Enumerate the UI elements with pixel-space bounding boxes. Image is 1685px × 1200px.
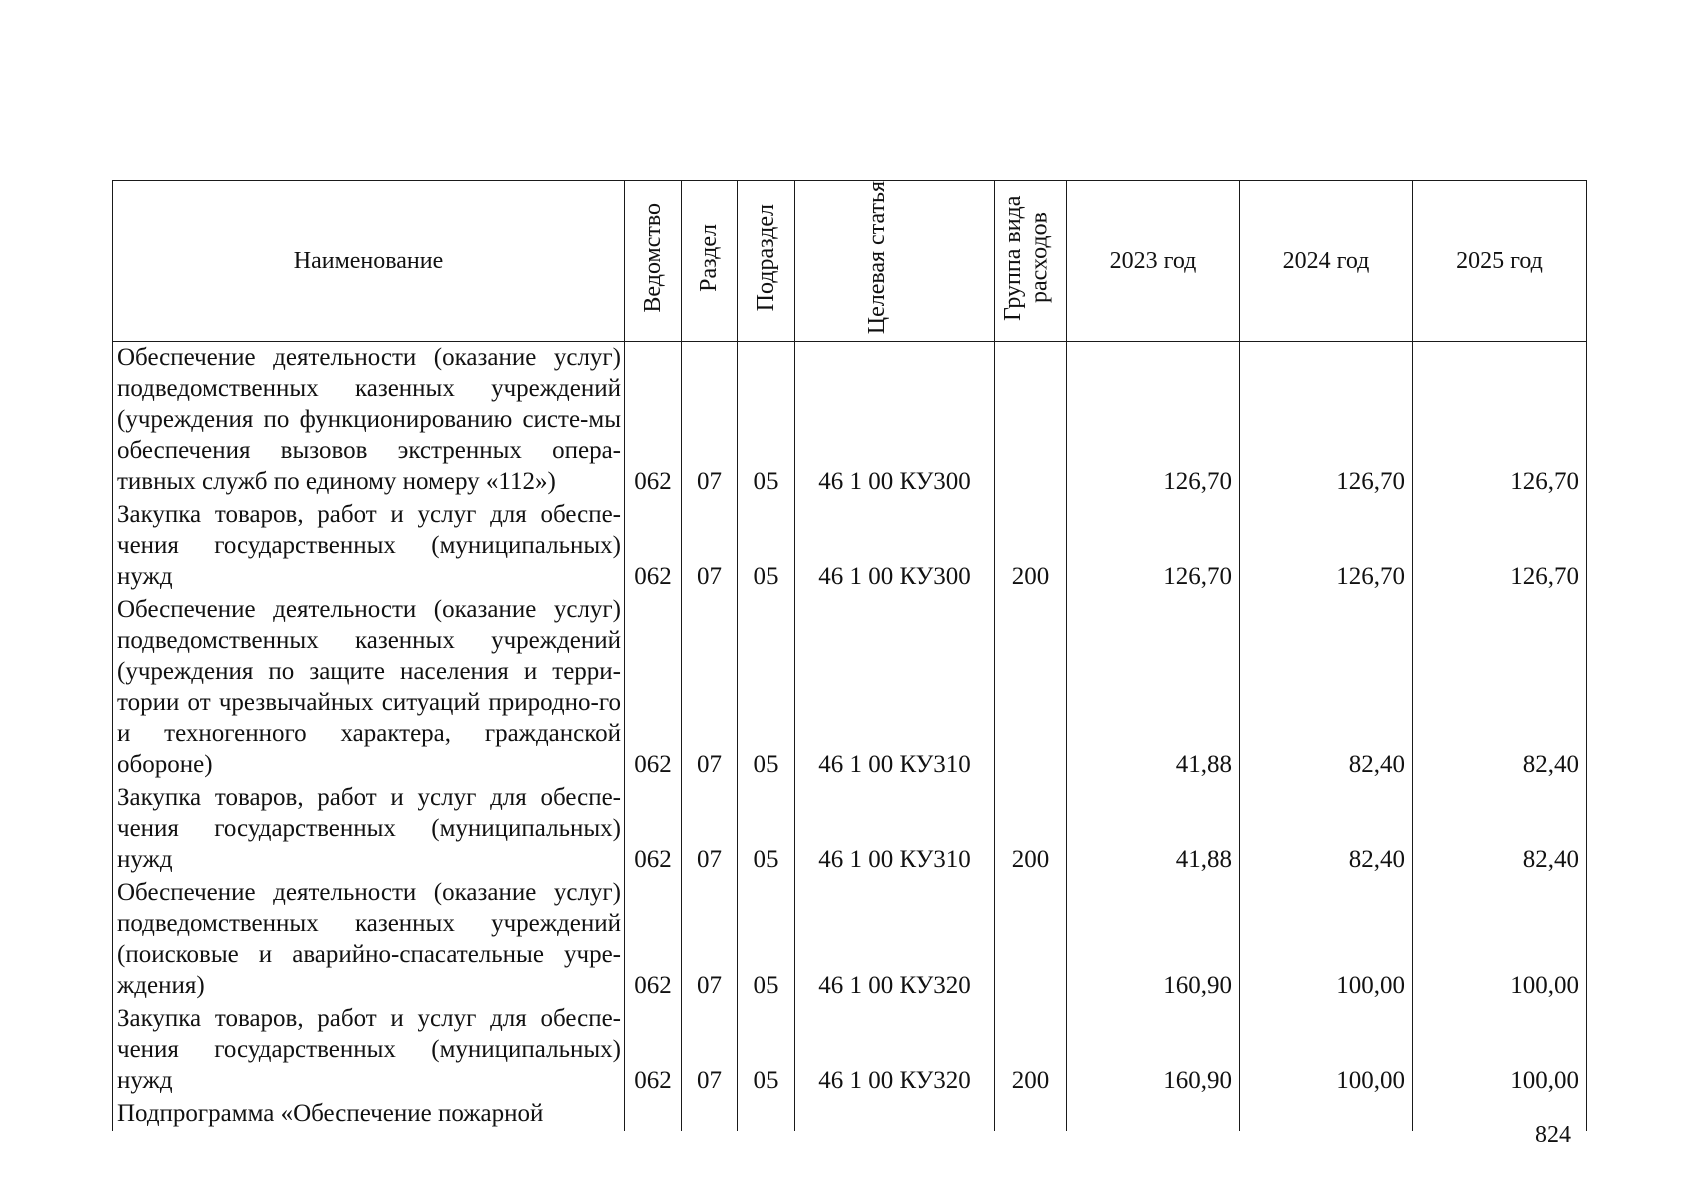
cell-2025: 100,00 xyxy=(1413,877,1587,1003)
table-row xyxy=(113,782,1587,877)
header-row xyxy=(113,181,1587,342)
cell-2024: 100,00 xyxy=(1240,1003,1413,1098)
header-podrazdel: Подраздел xyxy=(738,181,795,342)
cell-2024: 82,40 xyxy=(1240,782,1413,877)
cell-vedomstvo: 062 xyxy=(625,877,682,1003)
cell-2023: 126,70 xyxy=(1067,342,1240,500)
cell-celevaya: 46 1 00 КУ310 xyxy=(795,594,995,782)
cell-razdel: 07 xyxy=(682,499,738,594)
table-row xyxy=(113,1098,1587,1131)
cell-razdel: 07 xyxy=(682,594,738,782)
header-2023: 2023 год xyxy=(1067,181,1240,342)
cell-podrazdel: 05 xyxy=(738,594,795,782)
table-row xyxy=(113,342,1587,500)
cell-razdel xyxy=(682,1098,738,1131)
cell-2025: 100,00 xyxy=(1413,1003,1587,1098)
cell-gruppa xyxy=(995,342,1067,500)
budget-table xyxy=(112,180,1587,1131)
cell-celevaya: 46 1 00 КУ300 xyxy=(795,342,995,500)
cell-vedomstvo: 062 xyxy=(625,594,682,782)
header-gruppa: Группа вида расходов xyxy=(995,181,1067,342)
cell-podrazdel: 05 xyxy=(738,342,795,500)
cell-2023: 160,90 xyxy=(1067,877,1240,1003)
table-row xyxy=(113,594,1587,782)
header-vedomstvo: Ведомство xyxy=(625,181,682,342)
cell-celevaya: 46 1 00 КУ320 xyxy=(795,1003,995,1098)
cell-podrazdel: 05 xyxy=(738,877,795,1003)
cell-gruppa xyxy=(995,1098,1067,1131)
cell-vedomstvo: 062 xyxy=(625,499,682,594)
cell-razdel: 07 xyxy=(682,1003,738,1098)
header-2025: 2025 год xyxy=(1413,181,1587,342)
cell-podrazdel xyxy=(738,1098,795,1131)
cell-2025: 82,40 xyxy=(1413,594,1587,782)
cell-2023 xyxy=(1067,1098,1240,1131)
cell-name: Закупка товаров, работ и услуг для обеспе-чения государственных (муниципальных) нужд xyxy=(113,782,625,877)
table-header xyxy=(113,181,1587,342)
cell-name: Закупка товаров, работ и услуг для обеспе-чения государственных (муниципальных) нужд xyxy=(113,499,625,594)
header-razdel: Раздел xyxy=(682,181,738,342)
cell-2024 xyxy=(1240,1098,1413,1131)
cell-2024: 82,40 xyxy=(1240,594,1413,782)
cell-2025: 126,70 xyxy=(1413,499,1587,594)
cell-2023: 160,90 xyxy=(1067,1003,1240,1098)
cell-name: Закупка товаров, работ и услуг для обеспе-чения государственных (муниципальных) нужд xyxy=(113,1003,625,1098)
header-2024: 2024 год xyxy=(1240,181,1413,342)
cell-2024: 126,70 xyxy=(1240,342,1413,500)
cell-vedomstvo: 062 xyxy=(625,342,682,500)
cell-podrazdel: 05 xyxy=(738,782,795,877)
table-row xyxy=(113,1003,1587,1098)
cell-2023: 41,88 xyxy=(1067,594,1240,782)
cell-vedomstvo: 062 xyxy=(625,782,682,877)
cell-celevaya: 46 1 00 КУ310 xyxy=(795,782,995,877)
cell-razdel: 07 xyxy=(682,877,738,1003)
header-celevaya: Целевая статья xyxy=(795,181,995,342)
cell-podrazdel: 05 xyxy=(738,1003,795,1098)
cell-gruppa: 200 xyxy=(995,1003,1067,1098)
cell-name: Обеспечение деятельности (оказание услуг) подведомственных казенных учреждений (учреждения по защите населения и терри-тории от чрезвычайных ситуаций природно-го и техногенного характера, гражданской обороне) xyxy=(113,594,625,782)
cell-gruppa: 200 xyxy=(995,782,1067,877)
cell-gruppa xyxy=(995,877,1067,1003)
cell-celevaya xyxy=(795,1098,995,1131)
cell-2023: 126,70 xyxy=(1067,499,1240,594)
table-row xyxy=(113,877,1587,1003)
table-body xyxy=(113,342,1587,1132)
cell-podrazdel: 05 xyxy=(738,499,795,594)
cell-celevaya: 46 1 00 КУ300 xyxy=(795,499,995,594)
cell-2025: 126,70 xyxy=(1413,342,1587,500)
cell-2023: 41,88 xyxy=(1067,782,1240,877)
cell-vedomstvo xyxy=(625,1098,682,1131)
cell-2025: 82,40 xyxy=(1413,782,1587,877)
cell-2024: 126,70 xyxy=(1240,499,1413,594)
cell-gruppa: 200 xyxy=(995,499,1067,594)
cell-name: Обеспечение деятельности (оказание услуг) подведомственных казенных учреждений (учреждения по функционированию систе-мы обеспечения вызовов экстренных опера-тивных служб по единому номеру «112») xyxy=(113,342,625,500)
cell-razdel: 07 xyxy=(682,782,738,877)
cell-vedomstvo: 062 xyxy=(625,1003,682,1098)
header-name: Наименование xyxy=(113,181,625,342)
page-number: 824 xyxy=(1535,1122,1571,1148)
cell-2024: 100,00 xyxy=(1240,877,1413,1003)
cell-gruppa xyxy=(995,594,1067,782)
cell-name: Подпрограмма «Обеспечение пожарной xyxy=(113,1098,625,1131)
table-row xyxy=(113,499,1587,594)
cell-celevaya: 46 1 00 КУ320 xyxy=(795,877,995,1003)
cell-razdel: 07 xyxy=(682,342,738,500)
cell-name: Обеспечение деятельности (оказание услуг) подведомственных казенных учреждений (поисковые и аварийно-спасательные учре-ждения) xyxy=(113,877,625,1003)
